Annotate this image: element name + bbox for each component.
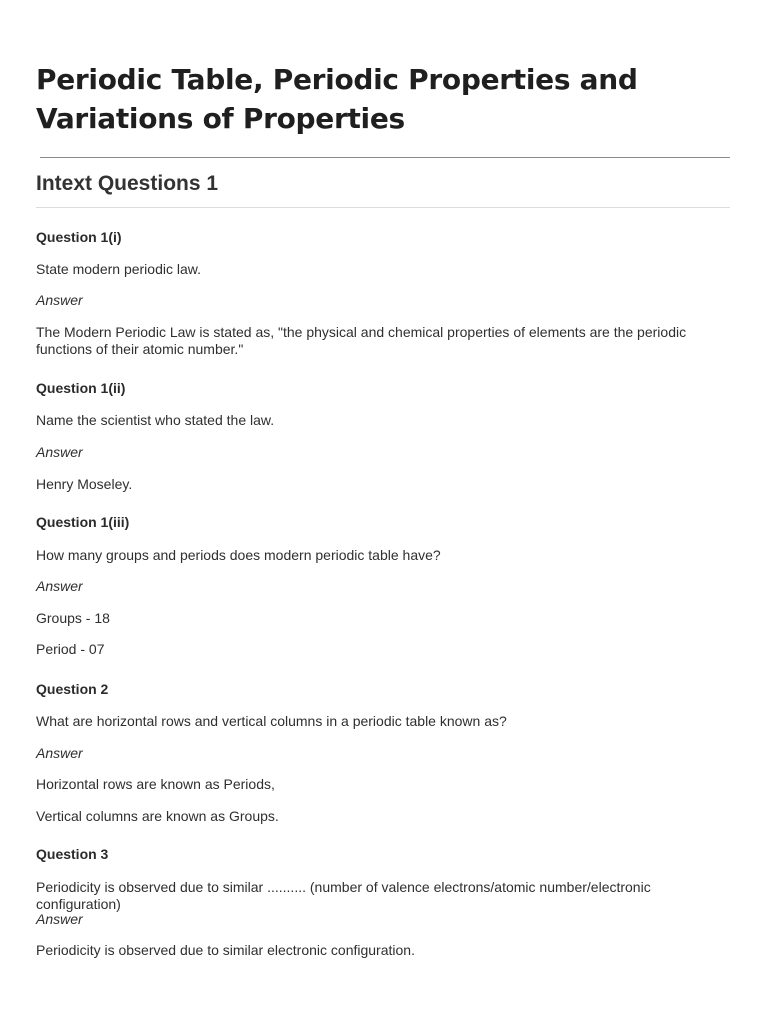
answer-text: Period - 07	[36, 641, 105, 657]
question-title: Question 2	[36, 681, 109, 697]
title-divider	[40, 157, 730, 158]
answer-text: Horizontal rows are known as Periods,	[36, 776, 275, 792]
question-text: Name the scientist who stated the law.	[36, 412, 275, 428]
answer-text: The Modern Periodic Law is stated as, "the physical and chemical properties of elements are the periodic functions of their atomic number."	[36, 324, 687, 357]
question-title: Question 1(iii)	[36, 514, 130, 530]
answer-text: Vertical columns are known as Groups.	[36, 808, 279, 824]
question-title: Question 1(i)	[36, 229, 122, 245]
answer-text: Periodicity is observed due to similar electronic configuration.	[36, 942, 415, 958]
question-text: How many groups and periods does modern periodic table have?	[36, 547, 441, 563]
question-title: Question 1(ii)	[36, 380, 126, 396]
question-title: Question 3	[36, 846, 109, 862]
question-text: What are horizontal rows and vertical columns in a periodic table known as?	[36, 713, 507, 729]
section-heading: Intext Questions 1	[36, 172, 219, 195]
answer-label: Answer	[36, 578, 83, 594]
answer-label: Answer	[36, 911, 83, 927]
answer-label: Answer	[36, 292, 83, 308]
question-text: Periodicity is observed due to similar .......... (number of valence electrons/atomic number/electronic configuration)	[36, 879, 651, 912]
page-title: Periodic Table, Periodic Properties and Variations of Properties	[36, 63, 638, 135]
section-divider	[36, 207, 730, 208]
answer-label: Answer	[36, 444, 83, 460]
answer-text: Groups - 18	[36, 610, 110, 626]
answer-text: Henry Moseley.	[36, 476, 133, 492]
question-text: State modern periodic law.	[36, 261, 201, 277]
answer-label: Answer	[36, 745, 83, 761]
